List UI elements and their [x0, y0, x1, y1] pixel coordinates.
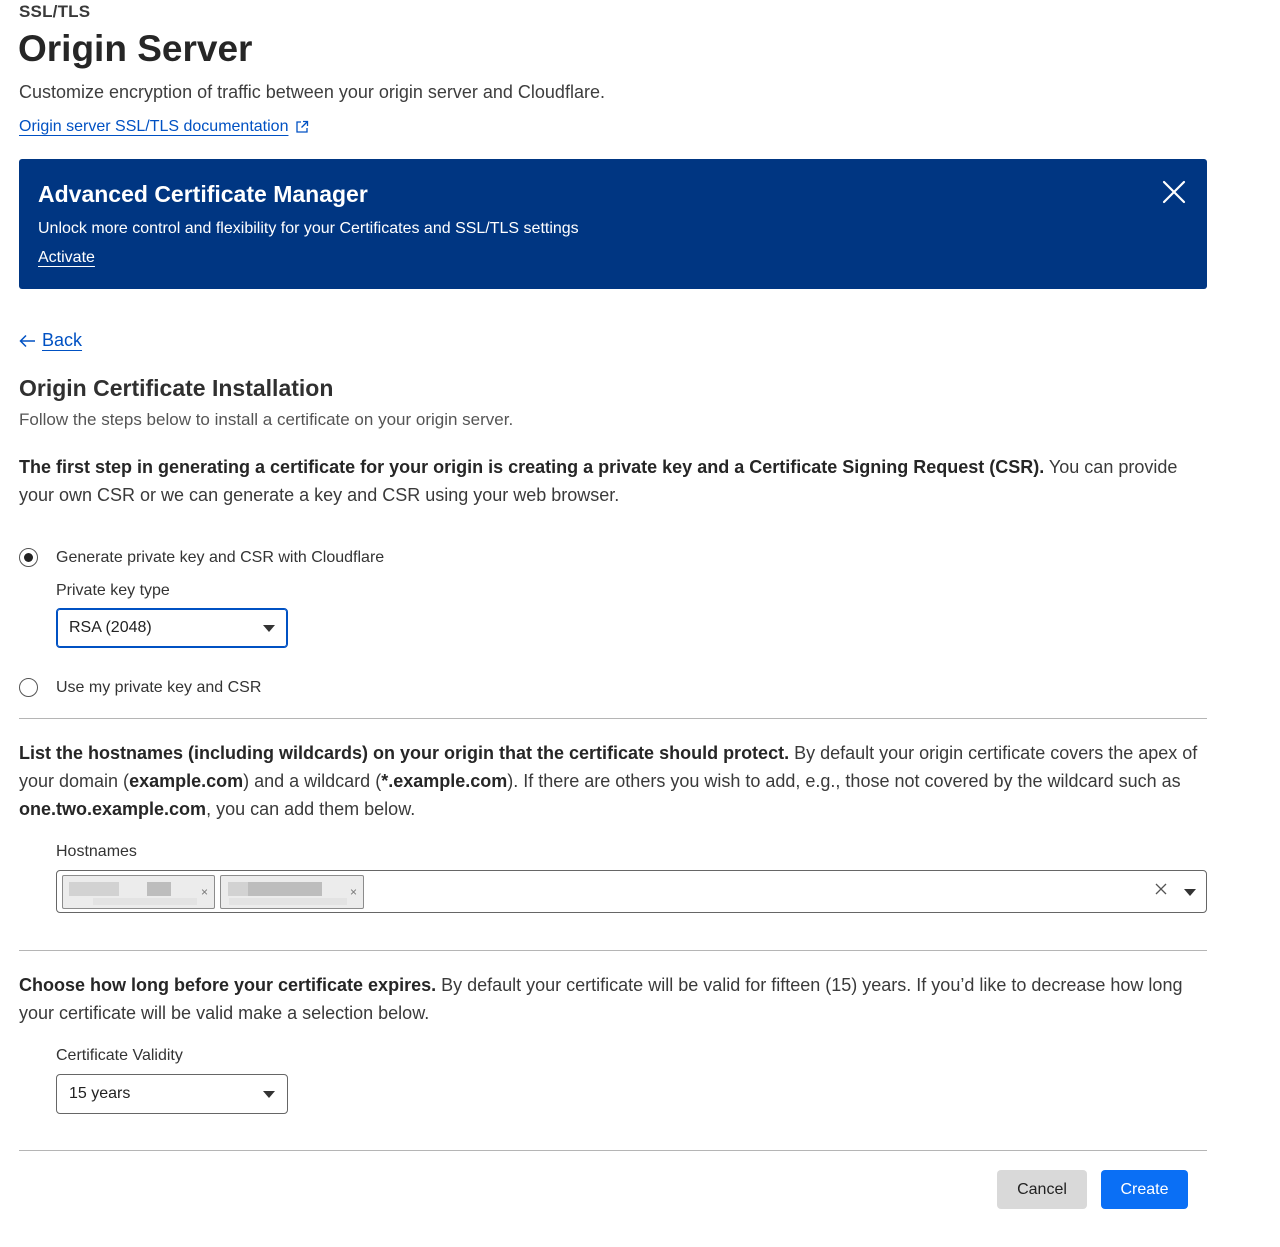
hostnames-input[interactable] [56, 870, 1207, 913]
remove-chip-icon[interactable]: × [349, 885, 357, 899]
step1-text [19, 453, 1209, 509]
step1-rest: You can provide your own CSR or we can generate a key and CSR using your web browser. [19, 457, 1178, 505]
step2-text [19, 739, 1209, 823]
back-label: Back [42, 330, 83, 350]
create-button[interactable]: Create [1101, 1170, 1188, 1209]
close-icon[interactable] [1161, 179, 1187, 205]
caret-down-icon [263, 625, 275, 632]
step3-bold: Choose how long before your certificate expires. [19, 975, 437, 995]
private-key-type-select[interactable] [56, 608, 288, 648]
redacted-text [69, 882, 119, 896]
divider [19, 718, 1207, 719]
hostnames-label: Hostnames [56, 843, 137, 860]
caret-down-icon[interactable] [1184, 889, 1196, 896]
step3-rest: By default your certificate will be valid for fifteen (15) years. If you’d like to decrease how long your certificate will be valid make a selection below. [19, 975, 1183, 1023]
back-link[interactable] [19, 330, 82, 351]
divider [19, 950, 1207, 951]
redacted-text [229, 898, 347, 905]
radio-own-csr[interactable] [19, 678, 261, 697]
private-key-type-label: Private key type [56, 582, 170, 599]
private-key-type-value: RSA (2048) [69, 619, 152, 636]
external-link-icon [295, 120, 309, 134]
step2-text-part: By default your origin certificate covers the apex of your domain ( [19, 743, 1198, 791]
example-wildcard: *.example.com [381, 771, 508, 791]
caret-down-icon [263, 1091, 275, 1098]
hostname-chip[interactable] [62, 875, 215, 909]
redacted-text [248, 882, 322, 896]
step2-bold: List the hostnames (including wildcards) on your origin that the certificate should protect. [19, 743, 790, 763]
radio-generate-label: Generate private key and CSR with Cloudflare [56, 548, 385, 566]
banner-title: Advanced Certificate Manager [38, 181, 368, 207]
page-title: Origin Server [18, 28, 253, 69]
redacted-text [228, 882, 248, 896]
documentation-link[interactable] [19, 118, 309, 136]
clear-icon[interactable] [1154, 882, 1168, 896]
step2-text-part: , you can add them below. [206, 799, 416, 819]
radio-button-unchecked[interactable] [19, 678, 38, 697]
page-description: Customize encryption of traffic between your origin server and Cloudflare. [19, 82, 605, 102]
divider [19, 1150, 1207, 1151]
certificate-validity-select[interactable] [56, 1074, 288, 1114]
installation-title: Origin Certificate Installation [19, 375, 334, 401]
section-label: SSL/TLS [19, 2, 91, 21]
step2-text-part: ) and a wildcard ( [243, 771, 382, 791]
banner-text: Unlock more control and flexibility for your Certificates and SSL/TLS settings [38, 220, 579, 237]
step3-text [19, 971, 1209, 1027]
redacted-text [93, 898, 197, 905]
step1-bold: The first step in generating a certificate for your origin is creating a private key and a Certificate Signing Request (CSR). [19, 457, 1045, 477]
remove-chip-icon[interactable]: × [200, 885, 208, 899]
step2-text-part: ). If there are others you wish to add, e.g., those not covered by the wildcard such as [507, 771, 1181, 791]
acm-banner [19, 159, 1207, 289]
activate-link[interactable]: Activate [38, 249, 95, 266]
radio-generate-csr[interactable] [19, 548, 384, 567]
radio-button-checked[interactable] [19, 548, 38, 567]
arrow-left-icon [19, 334, 36, 348]
example-subdomain: one.two.example.com [19, 799, 207, 819]
hostname-chip[interactable] [220, 875, 364, 909]
cancel-button[interactable]: Cancel [997, 1170, 1087, 1209]
installation-description: Follow the steps below to install a certificate on your origin server. [19, 410, 514, 429]
certificate-validity-label: Certificate Validity [56, 1047, 183, 1064]
radio-own-label: Use my private key and CSR [56, 678, 262, 696]
redacted-text [147, 882, 171, 896]
documentation-link-label: Origin server SSL/TLS documentation [19, 118, 289, 135]
example-domain: example.com [129, 771, 244, 791]
certificate-validity-value: 15 years [69, 1085, 131, 1102]
